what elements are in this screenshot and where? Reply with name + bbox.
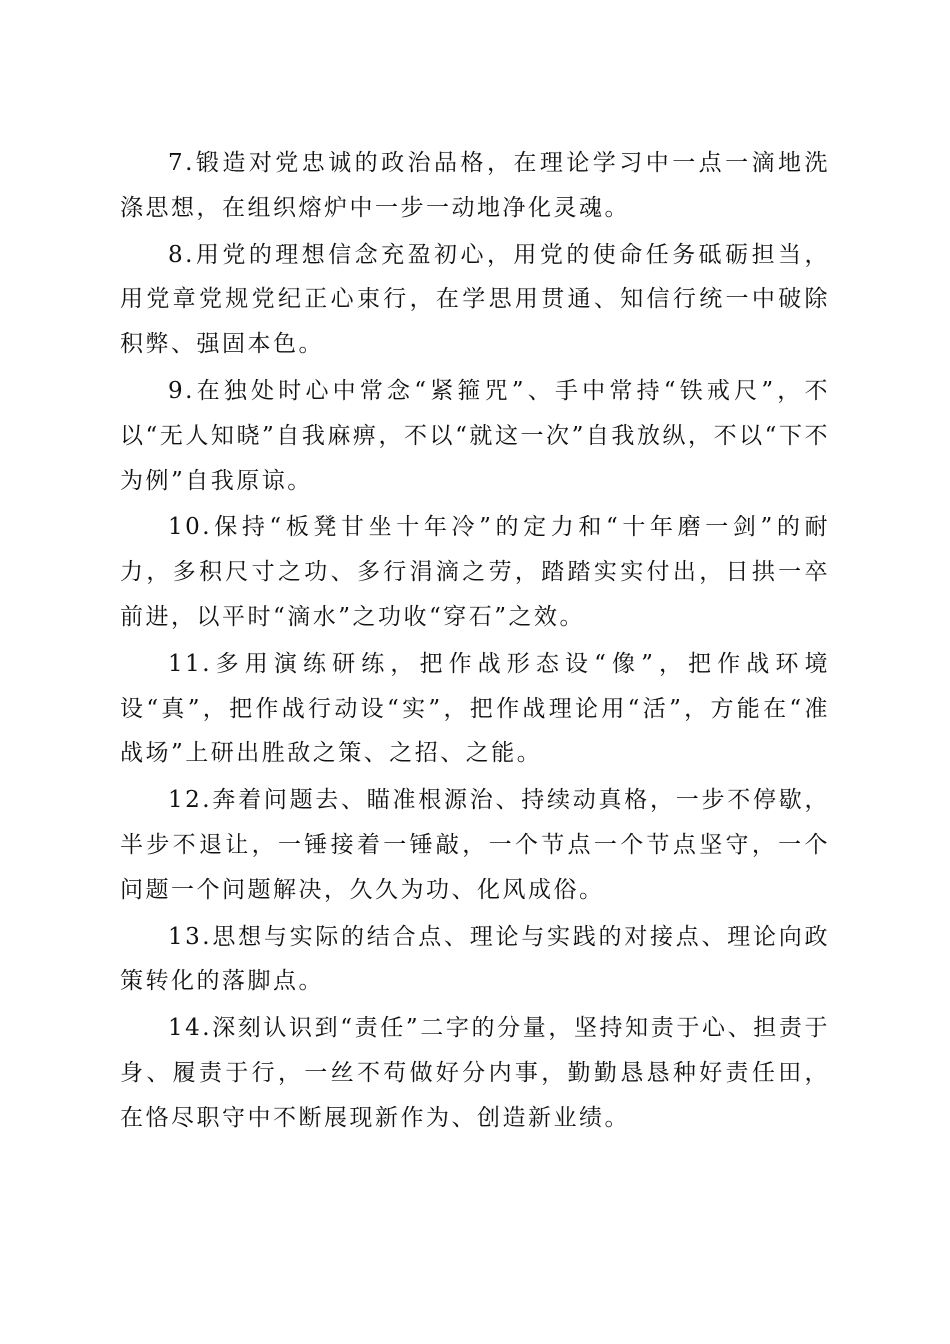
paragraph-10: 10.保持“板凳甘坐十年冷”的定力和“十年磨一剑”的耐力，多积尺寸之功、多行涓滴之劳，踏踏实实付出，日拱一卒前进，以平时“滴水”之功收“穿石”之效。: [120, 514, 830, 630]
document-body: [120, 141, 830, 1143]
paragraph-11: 11.多用演练研练，把作战形态设“像”，把作战环境设“真”，把作战行动设“实”，把作战理论用“活”，方能在“准战场”上研出胜敌之策、之招、之能。: [120, 650, 830, 767]
paragraph-7: 7.锻造对党忠诚的政治品格，在理论学习中一点一滴地洗涤思想，在组织熔炉中一步一动地净化灵魂。: [120, 150, 830, 221]
paragraph-14: 14.深刻认识到“责任”二字的分量，坚持知责于心、担责于身、履责于行，一丝不苟做好分内事，勤勤恳恳种好责任田，在恪尽职守中不断展现新作为、创造新业绩。: [120, 1015, 830, 1131]
paragraph-9: 9.在独处时心中常念“紧箍咒”、手中常持“铁戒尺”，不以“无人知晓”自我麻痹，不以“就这一次”自我放纵，不以“下不为例”自我原谅。: [120, 377, 830, 494]
paragraph-13: 13.思想与实际的结合点、理论与实践的对接点、理论向政策转化的落脚点。: [120, 923, 830, 995]
paragraph-12: 12.奔着问题去、瞄准根源治、持续动真格，一步不停歇，半步不退让，一锤接着一锤敲，一个节点一个节点坚守，一个问题一个问题解决，久久为功、化风成俗。: [120, 787, 830, 903]
paragraph-8: 8.用党的理想信念充盈初心，用党的使命任务砥砺担当，用党章党规党纪正心束行，在学思用贯通、知信行统一中破除积弊、强固本色。: [120, 241, 830, 358]
